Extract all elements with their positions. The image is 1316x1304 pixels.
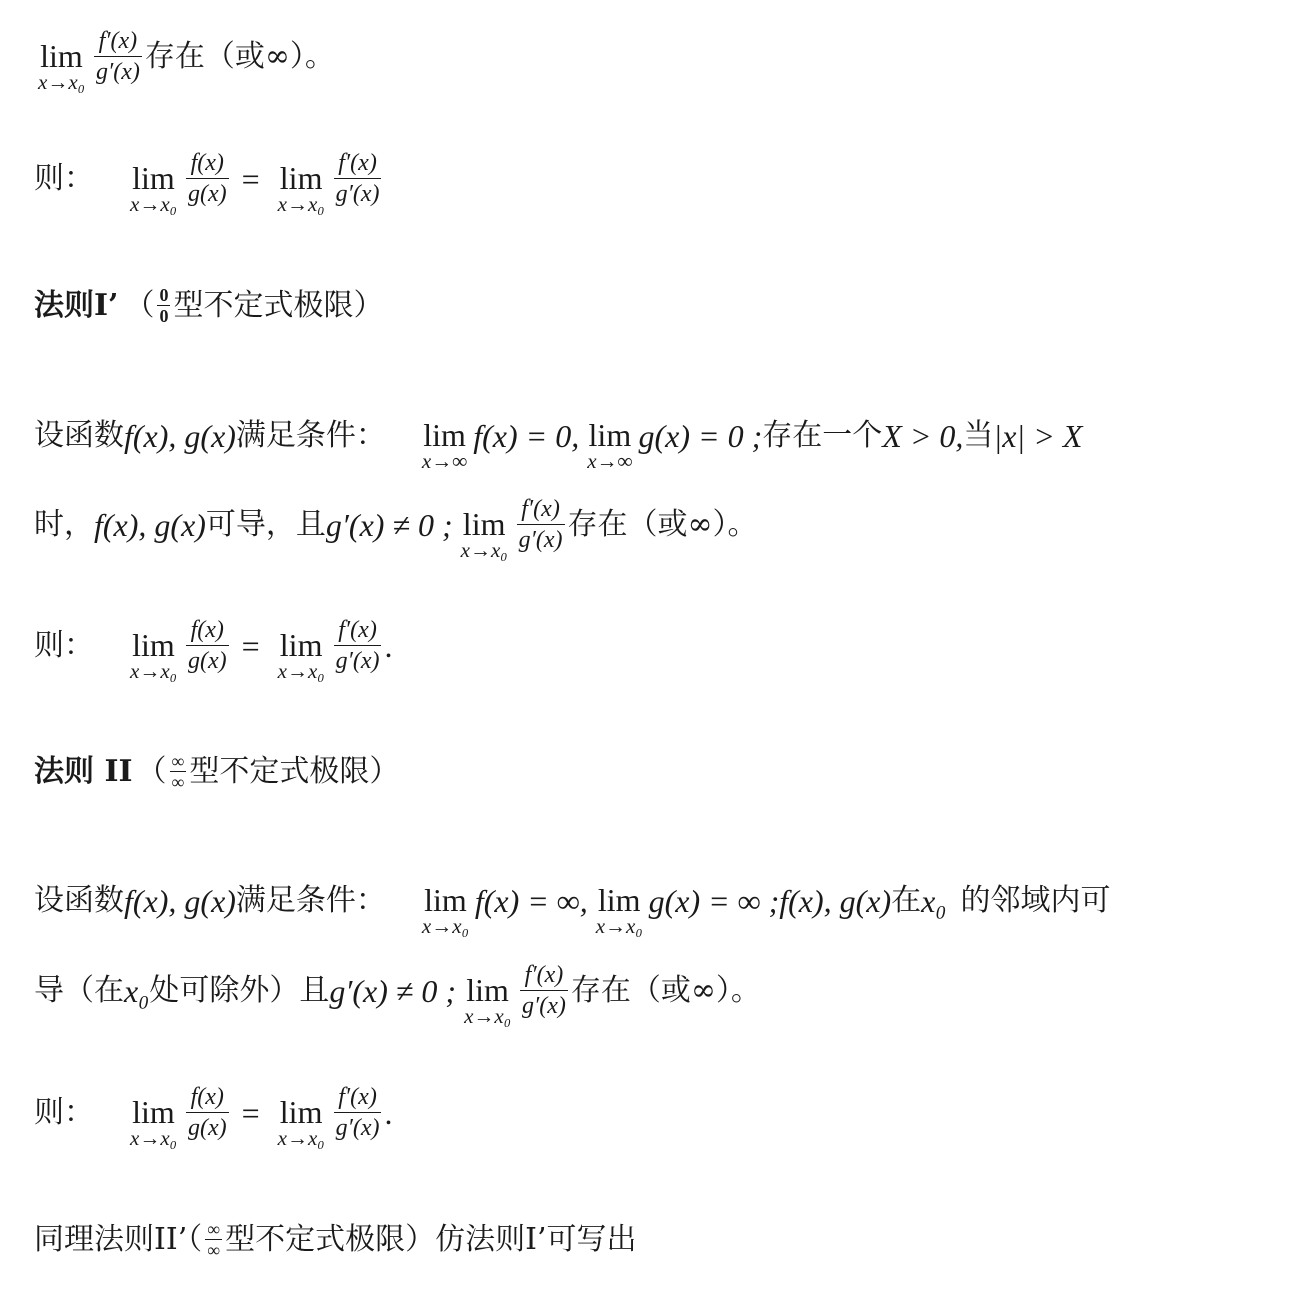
fraction: $\frac{f'(x)}{g'(x)}$ xyxy=(95,28,140,85)
text-exists: 存在（或∞）。 xyxy=(570,972,761,1008)
condition-line-1 xyxy=(34,410,1083,473)
math-f-eq-inf: f(x) = ∞, xyxy=(474,883,588,919)
open-paren: （ xyxy=(136,753,167,789)
math-g-eq-inf: g(x) = ∞ ; xyxy=(648,883,780,919)
text-diff-and: 可导，且 xyxy=(205,506,326,542)
math-x-gt-0: X > 0, xyxy=(882,418,964,454)
lim-operator: lim x→x₀ xyxy=(464,971,512,1028)
fraction: $\frac{f(x)}{g(x)}$ xyxy=(187,617,227,674)
fraction-inf-inf: $\frac{\infty}{\infty}$ xyxy=(171,751,185,792)
math-fg: f(x), g(x) xyxy=(779,883,892,919)
lim-operator: lim x→x₀ xyxy=(277,1093,325,1150)
fraction: $\frac{f'(x)}{g'(x)}$ xyxy=(522,962,566,1019)
equals-sign: = xyxy=(241,1094,260,1131)
then-line-3 xyxy=(34,1084,393,1150)
heading-bold: 法则I’ xyxy=(34,287,119,323)
text-except: 处可除外）且 xyxy=(149,972,330,1008)
math-gp-neq-0: g′(x) ≠ 0 ; xyxy=(329,972,457,1009)
lim-operator: lim x→∞ xyxy=(421,417,468,473)
math-gp-neq-0: g′(x) ≠ 0 ; xyxy=(325,506,453,543)
math-fg: f(x), g(x) xyxy=(94,506,206,543)
text-when-time: 时， xyxy=(34,506,94,542)
fraction: $\frac{f(x)}{g(x)}$ xyxy=(187,150,227,207)
lim-operator: lim x→∞ xyxy=(587,417,633,473)
heading-rule-1-prime xyxy=(34,286,383,325)
math-fg: f(x), g(x) xyxy=(124,883,236,919)
line-2 xyxy=(34,150,384,216)
text-set-func: 设函数 xyxy=(34,418,124,453)
text-set-func: 设函数 xyxy=(34,883,124,918)
fraction: $\frac{f'(x)}{g'(x)}$ xyxy=(335,150,380,207)
condition2-line-1 xyxy=(34,875,1111,938)
fraction: $\frac{f'(x)}{g'(x)}$ xyxy=(335,617,380,674)
text-deriv-open: 导（在 xyxy=(34,972,124,1008)
then-line-2 xyxy=(34,617,393,683)
math-fg: f(x), g(x) xyxy=(124,418,236,454)
heading-tail: 型不定式极限） xyxy=(173,287,384,323)
fraction-zero-zero: $\frac{0}{0}$ xyxy=(159,285,169,326)
text-then: 则： xyxy=(34,1094,94,1130)
text-last: 同理法则II’（ xyxy=(34,1221,203,1257)
lim-operator: lim x→x₀ xyxy=(460,505,508,562)
lim-operator: lim x→x₀ xyxy=(130,159,177,216)
equals-sign: = xyxy=(241,627,260,664)
fraction: $\frac{f'(x)}{g'(x)}$ xyxy=(335,1084,380,1141)
text-satisfy: 满足条件： xyxy=(235,418,386,453)
fraction: $\frac{f'(x)}{g'(x)}$ xyxy=(518,496,563,553)
lim-operator: lim x→x₀ xyxy=(130,1093,177,1150)
condition2-line-2 xyxy=(34,962,761,1028)
text-exists: 存在（或∞）。 xyxy=(144,38,335,74)
text-exists-x: 存在一个 xyxy=(762,418,883,453)
condition-line-2 xyxy=(34,496,758,562)
math-f-eq-0: f(x) = 0, xyxy=(473,418,580,454)
text-then: 则： xyxy=(34,160,94,196)
lim-operator: lim x→x₀ xyxy=(38,37,85,94)
period: . xyxy=(384,627,393,664)
text-then: 则： xyxy=(34,627,94,663)
period: . xyxy=(384,1094,393,1131)
math-x0: x₀ xyxy=(921,883,947,919)
heading-bold: 法则 II xyxy=(34,753,133,789)
fraction: $\frac{f(x)}{g(x)}$ xyxy=(187,1084,227,1141)
lim-operator: lim x→x₀ xyxy=(130,626,177,683)
math-x0: x₀ xyxy=(124,972,150,1009)
equals-sign: = xyxy=(241,160,260,197)
heading-tail: 型不定式极限） xyxy=(189,753,400,789)
lim-operator: lim x→x₀ xyxy=(277,159,325,216)
line-1 xyxy=(30,28,335,94)
open-paren: （ xyxy=(124,287,155,323)
text-when: 当 xyxy=(963,418,994,453)
last-line xyxy=(34,1220,636,1259)
fraction-inf-inf: $\frac{\infty}{\infty}$ xyxy=(207,1219,221,1260)
math-g-eq-0: g(x) = 0 ; xyxy=(638,418,763,454)
text-in: 在 xyxy=(891,883,922,918)
text-last-tail: 型不定式极限）仿法则I’可写出 xyxy=(225,1221,637,1257)
lim-operator: lim x→x₀ xyxy=(421,882,469,938)
lim-operator: lim x→x₀ xyxy=(595,882,643,938)
text-exists: 存在（或∞）。 xyxy=(567,506,758,542)
math-abs-x: |x| > X xyxy=(993,418,1083,454)
heading-rule-2 xyxy=(34,752,399,791)
text-satisfy: 满足条件： xyxy=(235,883,386,918)
text-neigh: 的邻域内可 xyxy=(960,883,1111,918)
lim-operator: lim x→x₀ xyxy=(277,626,325,683)
